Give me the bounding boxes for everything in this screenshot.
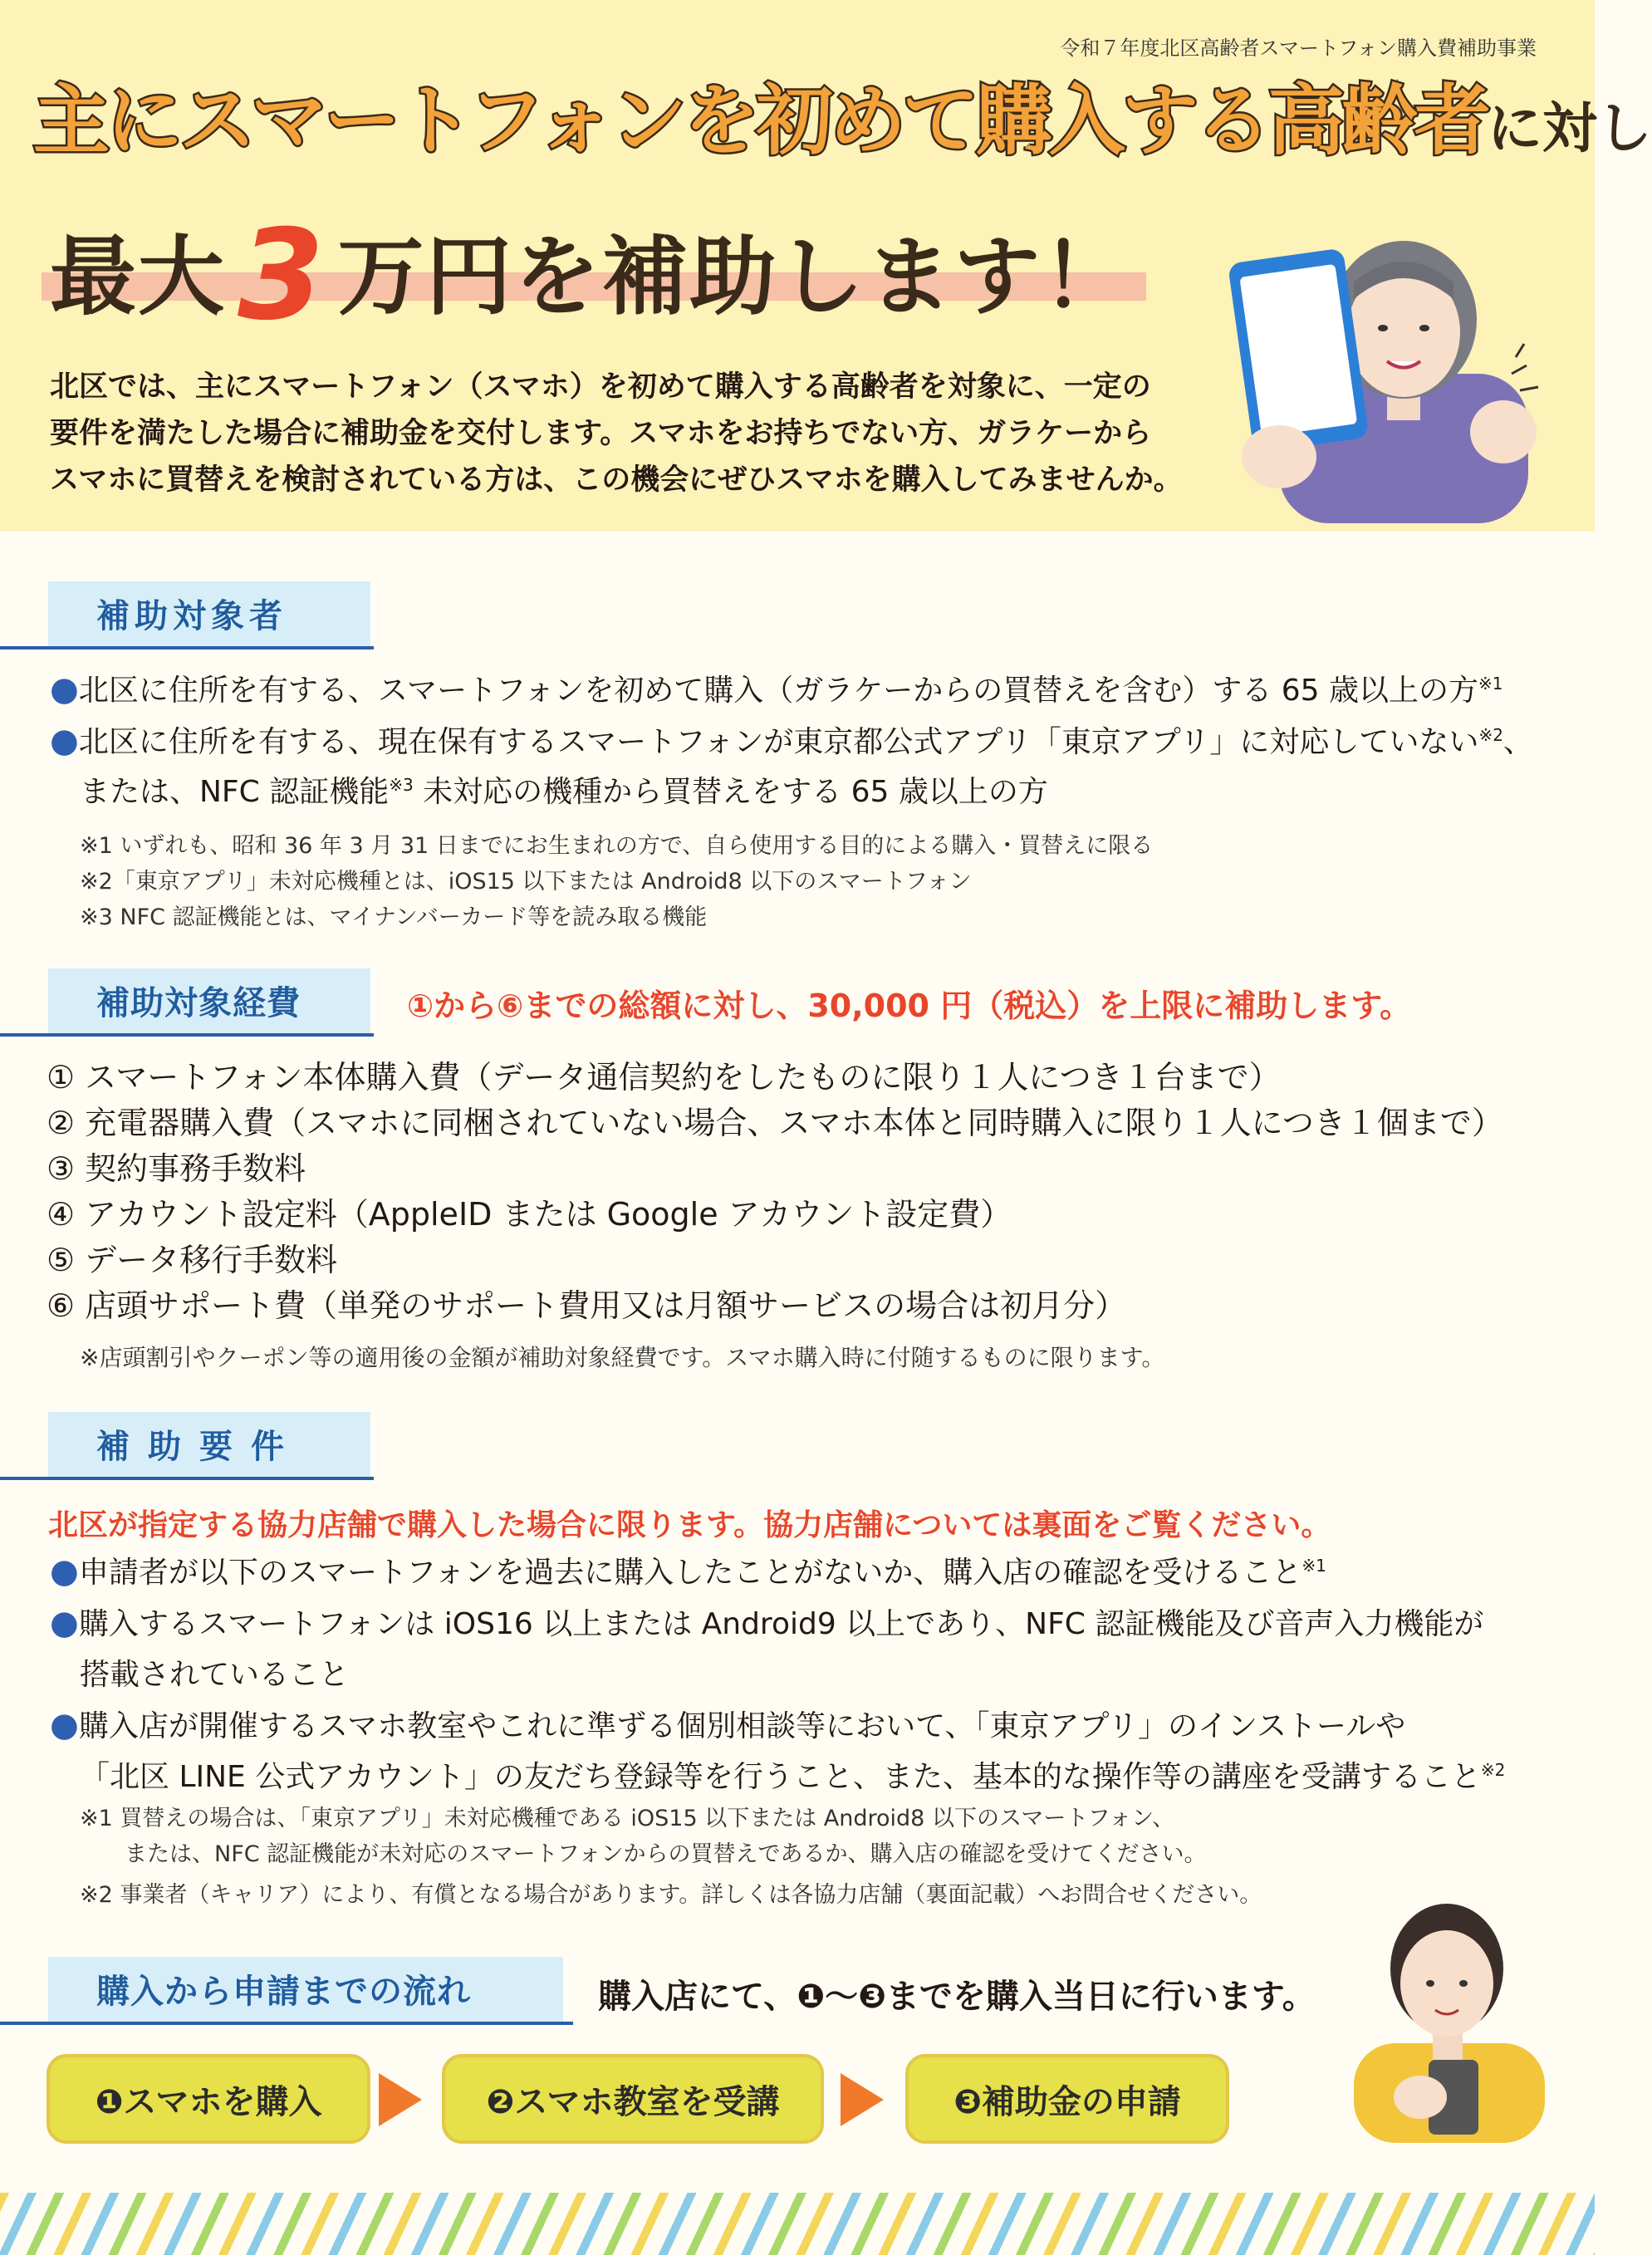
- step-arrow-icon: [379, 2073, 422, 2126]
- requirements-store-headline: 北区が指定する協力店舗で購入した場合に限ります。協力店舗については裏面をご覧ください。: [48, 1508, 1331, 1542]
- subsidy-headline: [50, 196, 1130, 348]
- expenses-note: ※店頭割引やクーポン等の適用後の金額が補助対象経費です。スマホ購入時に付随するものに限ります。: [80, 1344, 1165, 1371]
- list-item-continued: または、NFC 認証機能$^{※3}$ 未対応の機種から買替えをする 65 歳以上の方: [80, 775, 1048, 809]
- bullet-icon: ●: [50, 670, 79, 708]
- section-target-header: [0, 581, 374, 650]
- list-item: ① スマートフォン本体購入費（データ通信契約をしたものに限り１人につき１台まで）: [47, 1059, 1281, 1096]
- list-item: ④ アカウント設定料（AppleID または Google アカウント設定費）: [47, 1196, 1012, 1233]
- requirements-notes: [80, 1801, 1262, 1913]
- senior-woman-with-phone-illustration: [1229, 208, 1553, 523]
- man-with-phone-illustration: [1321, 1885, 1570, 2135]
- bullet-icon: ●: [50, 1552, 79, 1591]
- headline2-post: 万円を補助します！: [337, 226, 1130, 327]
- list-item-continued: 搭載されていること: [80, 1658, 350, 1692]
- flow-lead-text: 購入店にて、❶～❸までを購入当日に行います。: [598, 1978, 1316, 2016]
- section-requirements-header: [0, 1412, 374, 1480]
- section-expenses-title: 補助対象経費: [96, 984, 301, 1022]
- section-target-title: 補助対象者: [96, 597, 287, 635]
- list-item: ⑥ 店頭サポート費（単発のサポート費用又は月額サービスの場合は初月分）: [47, 1287, 1127, 1324]
- requirements-list: [50, 1547, 1505, 1802]
- footnote: ※1 買替えの場合は、「東京アプリ」未対応機種である iOS15 以下または Android8 以下のスマートフォン、: [80, 1806, 1175, 1831]
- list-item: ●購入店が開催するスマホ教室やこれに準ずる個別相談等において、「東京アプリ」のインストールや: [50, 1706, 1406, 1744]
- target-list: [50, 664, 1533, 817]
- section-flow-header: [0, 1957, 573, 2025]
- expenses-list: [47, 1055, 1503, 1329]
- footnote: ※1 いずれも、昭和 36 年 3 月 31 日までにお生まれの方で、自ら使用する目的による購入・買替えに限る: [80, 833, 1154, 859]
- bullet-icon: ●: [50, 1706, 79, 1744]
- bullet-icon: ●: [50, 1604, 79, 1642]
- target-notes: [80, 828, 1153, 935]
- step-attend-class-button: ❷スマホ教室を受講: [442, 2054, 824, 2144]
- list-item: ●購入するスマートフォンは iOS16 以上または Android9 以上であり、NFC 認証機能及び音声入力機能が: [50, 1604, 1484, 1642]
- section-flow-title: 購入から申請までの流れ: [96, 1973, 471, 2011]
- list-item: ●北区に住所を有する、スマートフォンを初めて購入（ガラケーからの買替えを含む）する 65 歳以上の方$^{※1}$: [50, 670, 1503, 708]
- list-item-continued: 「北区 LINE 公式アカウント」の友だち登録等を行うこと、また、基本的な操作等の講座を受講すること$^{※2}$: [80, 1760, 1506, 1794]
- footnote: ※3 NFC 認証機能とは、マイナンバーカード等を読み取る機能: [80, 904, 708, 930]
- step-buy-smartphone-button: ❶スマホを購入: [47, 2054, 370, 2144]
- intro-paragraph: [50, 364, 1213, 503]
- headline2-number: 3: [238, 203, 326, 348]
- step-apply-subsidy-button: ❸補助金の申請: [905, 2054, 1229, 2144]
- list-item: ② 充電器購入費（スマホに同梱されていない場合、スマホ本体と同時購入に限り１人につき１個まで）: [47, 1105, 1503, 1141]
- section-requirements-title: 補助要件: [96, 1428, 302, 1466]
- expenses-limit-headline: ①から⑥までの総額に対し、30,000 円（税込）を上限に補助します。: [407, 988, 1412, 1024]
- list-item: ⑤ データ移行手数料: [47, 1242, 338, 1278]
- main-headline: [33, 76, 1652, 165]
- headline-suffix: に対し: [1487, 96, 1652, 160]
- footnote: または、NFC 認証機能が未対応のスマートフォンからの買替えであるか、購入店の確認を受けてください。: [80, 1841, 1207, 1867]
- list-item: ③ 契約事務手数料: [47, 1150, 306, 1187]
- headline-main-text: 主にスマートフォンを初めて購入する高齢者: [33, 76, 1488, 165]
- step-arrow-icon: [841, 2073, 884, 2126]
- bullet-icon: ●: [50, 722, 79, 760]
- section-expenses-header: [0, 968, 374, 1037]
- decorative-stripes: [0, 2193, 1595, 2255]
- program-name: 令和７年度北区高齢者スマートフォン購入費補助事業: [1060, 37, 1537, 60]
- footnote: ※2 事業者（キャリア）により、有償となる場合があります。詳しくは各協力店舗（裏面記載）へお問合せください。: [80, 1882, 1262, 1908]
- headline2-pre: 最大: [50, 226, 227, 327]
- list-item: ●申請者が以下のスマートフォンを過去に購入したことがないか、購入店の確認を受けること$^{※1}$: [50, 1552, 1326, 1591]
- footnote: ※2「東京アプリ」未対応機種とは、iOS15 以下または Android8 以下のスマートフォン: [80, 869, 972, 895]
- intro-line: 北区では、主にスマートフォン（スマホ）を初めて購入する高齢者を対象に、一定の: [50, 370, 1151, 404]
- intro-line: 要件を満たした場合に補助金を交付します。スマホをお持ちでない方、ガラケーから: [50, 417, 1152, 450]
- list-item: ●北区に住所を有する、現在保有するスマートフォンが東京都公式アプリ「東京アプリ」に対応していない$^{※2}$、: [50, 722, 1533, 760]
- intro-line: スマホに買替えを検討されている方は、この機会にぜひスマホを購入してみませんか。: [50, 463, 1183, 497]
